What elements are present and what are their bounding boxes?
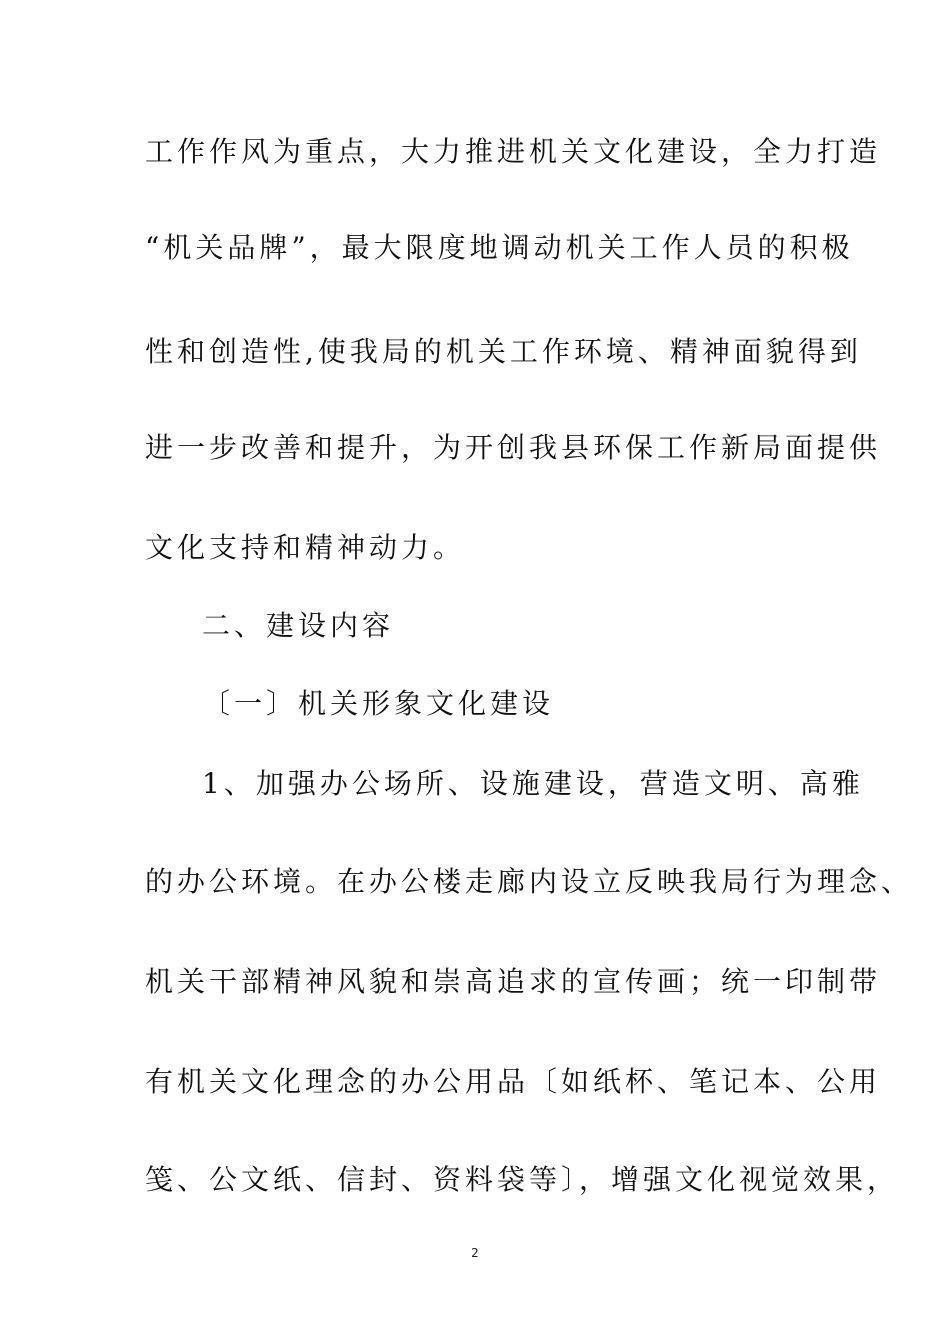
- text-line-11: 有机关文化理念的办公用品〔如纸杯、笔记本、公用: [145, 1065, 882, 1098]
- text-line-3: 性和创造性,使我局的机关工作环境、精神面貌得到: [145, 335, 862, 368]
- text-line-8: 1、加强办公场所、设施建设，营造文明、高雅: [202, 767, 864, 800]
- text-line-4: 进一步改善和提升，为开创我县环保工作新局面提供: [145, 431, 882, 464]
- text-line-1: 工作作风为重点，大力推进机关文化建设，全力打造: [145, 135, 882, 168]
- text-line-12: 笺、公文纸、信封、资料袋等〕，增强文化视觉效果，: [145, 1163, 900, 1196]
- text-line-5: 文化支持和精神动力。: [145, 531, 466, 564]
- text-line-10: 机关干部精神风貌和崇高追求的宣传画；统一印制带: [145, 965, 882, 998]
- section-heading: 二、建设内容: [202, 609, 395, 642]
- page-number: 2: [471, 1246, 479, 1260]
- text-line-2: “机关品牌”，最大限度地调动机关工作人员的积极: [145, 231, 854, 264]
- subsection-heading: 〔一〕机关形象文化建设: [202, 687, 555, 720]
- text-line-9: 的办公环境。在办公楼走廊内设立反映我局行为理念、: [145, 865, 914, 898]
